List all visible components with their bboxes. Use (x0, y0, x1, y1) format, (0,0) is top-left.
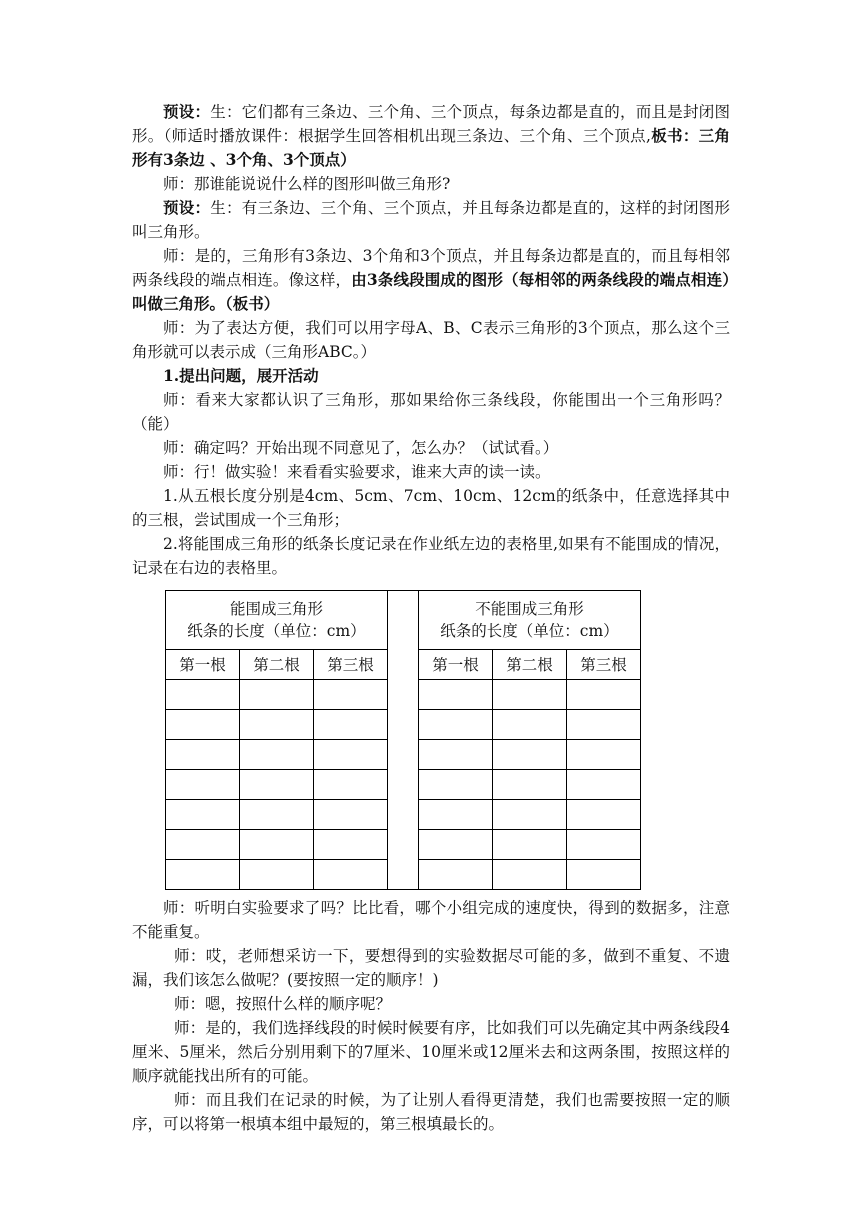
cell (166, 830, 240, 860)
cell (493, 680, 567, 710)
right-title: 不能围成三角形 (475, 600, 584, 618)
record-table (165, 590, 641, 890)
cell (567, 800, 641, 830)
text: 师：是的，三角形有3条边、3个角和3个顶点，并且每条边都是直的，而且每相邻两条线段的端点相连。像这样， (132, 247, 730, 289)
cell (567, 830, 641, 860)
right-unit: 纸条的长度（单位：cm） (440, 622, 619, 640)
cell (166, 680, 240, 710)
paragraph-interview: 师：哎，老师想采访一下，要想得到的实验数据尽可能的多，做到不重复、不遗漏，我们该怎么做呢？(要按照一定的顺序！) (132, 947, 730, 989)
requirement-1: 1.从五根长度分别是4cm、5cm、7cm、10cm、12cm的纸条中，任意选择其中的三根，尝试围成一个三角形； (132, 487, 730, 529)
cell (240, 860, 314, 890)
paragraph-notation: 师：为了表达方便，我们可以用字母A、B、C表示三角形的3个顶点，那么这个三角形就可以表示成（三角形ABC。） (132, 319, 730, 361)
cell (240, 770, 314, 800)
cell (419, 710, 493, 740)
section-heading (132, 364, 730, 388)
paragraph-listen: 师：听明白实验要求了吗？比比看，哪个小组完成的速度快，得到的数据多，注意不能重复。 (132, 899, 730, 941)
paragraph-preset-1 (132, 100, 730, 172)
cell (240, 680, 314, 710)
cell (240, 830, 314, 860)
cell (419, 800, 493, 830)
cell (493, 800, 567, 830)
col-first: 第一根 (419, 650, 493, 680)
cell (166, 710, 240, 740)
left-title: 能围成三角形 (229, 600, 323, 618)
col-third: 第三根 (567, 650, 641, 680)
paragraph-preset-2 (132, 196, 730, 244)
cell (240, 740, 314, 770)
cell (493, 860, 567, 890)
cell (493, 830, 567, 860)
paragraph-question: 师：看来大家都认识了三角形，那如果给你三条线段，你能围出一个三角形吗？（能） (132, 391, 730, 433)
table-gap (388, 591, 419, 890)
cell (240, 710, 314, 740)
cell (314, 680, 388, 710)
left-unit: 纸条的长度（单位：cm） (187, 622, 366, 640)
cell (166, 740, 240, 770)
cell (419, 740, 493, 770)
heading-text: 1.提出问题，展开活动 (163, 366, 319, 385)
right-header (419, 591, 641, 650)
paragraph-sure: 师：确定吗？开始出现不同意见了，怎么办？（试试看。） (163, 439, 559, 457)
cell (166, 800, 240, 830)
text: 生：有三条边、三个角、三个顶点，并且每条边都是直的，这样的封闭图形叫三角形。 (132, 199, 730, 241)
requirement-2: 2.将能围成三角形的纸条长度记录在作业纸左边的表格里,如果有不能围成的情况，记录在右边的表格里。 (132, 535, 730, 577)
paragraph-recording: 师：而且我们在记录的时候，为了让别人看得更清楚，我们也需要按照一定的顺序，可以将第一根填本组中最短的，第三根填最长的。 (132, 1091, 730, 1133)
col-third: 第三根 (314, 650, 388, 680)
cell (166, 770, 240, 800)
col-first: 第一根 (166, 650, 240, 680)
cell (314, 860, 388, 890)
cell (567, 770, 641, 800)
cell (240, 800, 314, 830)
cell (419, 860, 493, 890)
cell (166, 860, 240, 890)
document-body (132, 100, 730, 1136)
col-second: 第二根 (240, 650, 314, 680)
cell (419, 770, 493, 800)
paragraph-ordered-selection: 师：是的，我们选择线段的时候时候要有序，比如我们可以先确定其中两条线段4厘米、5厘米，然后分别用剩下的7厘米、10厘米或12厘米去和这两条围，按照这样的顺序就能找出所有的可能。 (132, 1019, 730, 1085)
cell (314, 740, 388, 770)
cell (314, 800, 388, 830)
cell (567, 710, 641, 740)
preset-label: 预设： (163, 102, 211, 121)
paragraph-teacher-question: 师：那谁能说说什么样的图形叫做三角形? (163, 175, 451, 193)
left-header (166, 591, 388, 650)
cell (567, 740, 641, 770)
cell (314, 710, 388, 740)
cell (567, 860, 641, 890)
cell (493, 740, 567, 770)
cell (493, 710, 567, 740)
text: 生：它们都有三条边、三个角、三个顶点，每条边都是直的，而且是封闭图形。（师适时播放课件：根据学生回答相机出现三条边、三个角、三个顶点, (132, 103, 730, 145)
cell (314, 770, 388, 800)
definition-bold: 由3条线段围成的图形（每相邻的两条线段的端点相连）叫做三角形。（板书） (132, 270, 730, 313)
col-second: 第二根 (493, 650, 567, 680)
cell (493, 770, 567, 800)
paragraph-definition (132, 244, 730, 316)
paragraph-order: 师：嗯，按照什么样的顺序呢？ (174, 995, 392, 1013)
paragraph-experiment: 师：行！做实验！来看看实验要求，谁来大声的读一读。 (163, 463, 551, 481)
cell (567, 680, 641, 710)
cell (419, 680, 493, 710)
board-note: 板书：三角形有3条边 、3个角、3个顶点） (132, 126, 730, 169)
cell (419, 830, 493, 860)
cell (314, 830, 388, 860)
record-table-wrapper (165, 590, 730, 890)
preset-label: 预设： (163, 198, 211, 217)
